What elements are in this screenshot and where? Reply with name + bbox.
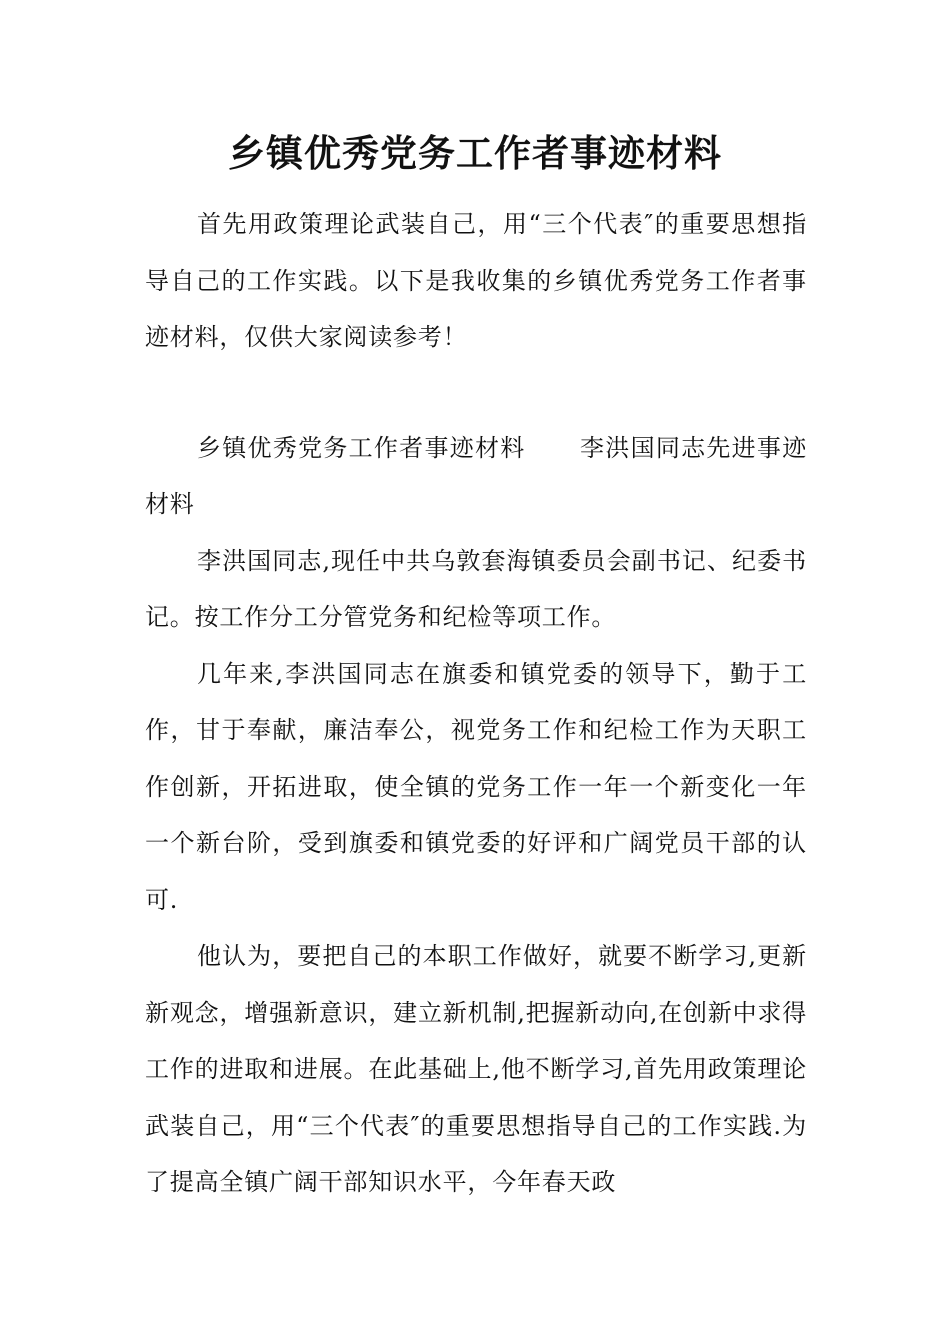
section-heading-left: 乡镇优秀党务工作者事迹材料 [197,433,526,462]
body-paragraph-2: 几年来,李洪国同志在旗委和镇党委的领导下，勤于工作，甘于奉献，廉洁奉公，视党务工作和纪检工作为天职工作创新，开拓进取，使全镇的党务工作一年一个新变化一年一个新台阶，受到旗委和镇党委的好评和广阔党员干部的认可. [145,659,807,914]
document-body [145,196,807,1211]
paragraph-gap [145,366,807,420]
intro-paragraph: 首先用政策理论武装自己，用“三个代表″的重要思想指导自己的工作实践。以下是我收集的乡镇优秀党务工作者事迹材料，仅供大家阅读参考！ [145,210,807,351]
section-heading [145,420,807,533]
body-paragraph-3: 他认为，要把自己的本职工作做好，就要不断学习,更新新观念，增强新意识，建立新机制,把握新动向,在创新中求得工作的进取和进展。在此基础上,他不断学习,首先用政策理论武装自己，用“三个代表″的重要思想指导自己的工作实践.为了提高全镇广阔干部知识水平，今年春天政 [145,942,807,1196]
section-heading-right: 李洪国同志先进事迹材料 [145,433,807,518]
page-title: 乡镇优秀党务工作者事迹材料 [228,131,722,175]
body-paragraph-1: 李洪国同志,现任中共乌敦套海镇委员会副书记、纪委书记。按工作分工分管党务和纪检等项工作。 [145,546,807,631]
